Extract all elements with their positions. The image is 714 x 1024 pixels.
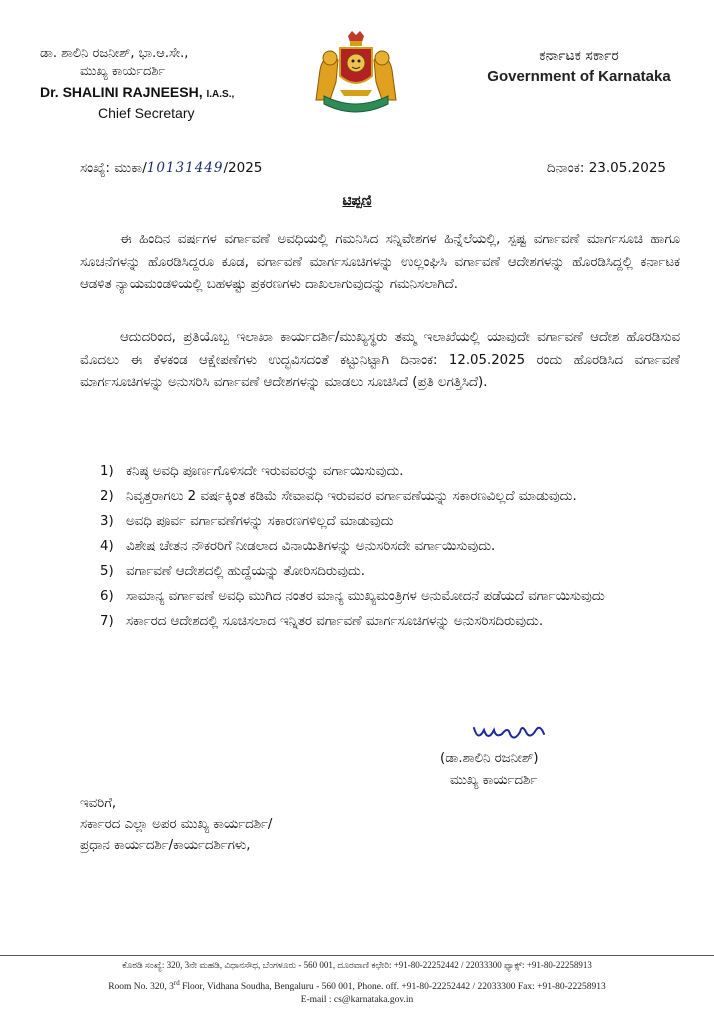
sender-title-kannada: ಮುಖ್ಯ ಕಾರ್ಯದರ್ಶಿ bbox=[80, 64, 166, 79]
recipients-line: ಪ್ರಧಾನ ಕಾರ್ಯದರ್ಶಿ/ಕಾರ್ಯದರ್ಶಿಗಳು, bbox=[80, 838, 251, 853]
signature-scrawl-icon bbox=[470, 720, 550, 750]
list-item-text: ವರ್ಗಾವಣೆ ಆದೇಶದಲ್ಲಿ ಹುದ್ದೆಯನ್ನು ತೋರಿಸದಿರುವುದು. bbox=[126, 564, 366, 579]
list-item-number: 2) bbox=[100, 489, 114, 504]
memo-heading-text: ಟಿಪ್ಪಣಿ bbox=[342, 193, 372, 209]
document-date: ದಿನಾಂಕ: 23.05.2025 bbox=[546, 160, 666, 176]
recipients-salutation: ಇವರಿಗೆ, bbox=[80, 796, 117, 811]
reference-label: ಸಂಖ್ಯೆ: ಮುಕಾ/ bbox=[80, 160, 147, 176]
footer-address-english bbox=[0, 979, 714, 992]
signatory-name: (ಡಾ.ಶಾಲಿನಿ ರಜನೀಶ್) bbox=[440, 751, 539, 766]
list-item-text: ಕನಿಷ್ಠ ಅವಧಿ ಪೂರ್ಣಗೊಳಿಸದೇ ಇರುವವರನ್ನು ವರ್ಗಾಯಿಸುವುದು. bbox=[126, 464, 404, 479]
list-item bbox=[100, 561, 680, 583]
list-item-number: 6) bbox=[100, 589, 114, 604]
list-item-number: 3) bbox=[100, 514, 114, 529]
sender-name-kannada: ಡಾ. ಶಾಲಿನಿ ರಜನೀಶ್, ಭಾ.ಆ.ಸೇ., bbox=[40, 46, 189, 61]
karnataka-emblem-icon bbox=[310, 30, 402, 116]
list-item-number: 4) bbox=[100, 539, 114, 554]
objections-list bbox=[100, 461, 680, 636]
sender-name: Dr. SHALINI RAJNEESH, bbox=[40, 84, 203, 100]
list-item-text: ಅವಧಿ ಪೂರ್ವ ವರ್ಗಾವಣೆಗಳನ್ನು ಸಕಾರಣಗಳಿಲ್ಲದೆ ಮಾಡುವುದು bbox=[126, 514, 394, 529]
list-item bbox=[100, 511, 680, 533]
list-item bbox=[100, 461, 680, 483]
recipients-block bbox=[80, 793, 272, 856]
footer-divider bbox=[0, 955, 714, 956]
reference-handwritten-number: 10131449 bbox=[146, 160, 224, 176]
list-item-text: ಸಾಮಾನ್ಯ ವರ್ಗಾವಣೆ ಅವಧಿ ಮುಗಿದ ನಂತರ ಮಾನ್ಯ ಮುಖ್ಯಮಂತ್ರಿಗಳ ಅನುಮೋದನೆ ಪಡೆಯದೆ ವರ್ಗಾಯಿಸುವುದು bbox=[126, 589, 605, 604]
paragraph-1: ಈ ಹಿಂದಿನ ವರ್ಷಗಳ ವರ್ಗಾವಣೆ ಅವಧಿಯಲ್ಲಿ ಗಮನಿಸಿದ ಸನ್ನಿವೇಶಗಳ ಹಿನ್ನೆಲೆಯಲ್ಲಿ, ಸ್ಪಷ್ಟ ವರ್ಗಾವಣೆ ಮಾರ್ಗಸೂಚಿ ಹಾಗೂ ಸೂಚನೆಗಳನ್ನು ಹೊರಡಿಸಿದ್ದರೂ ಕೂಡ, ವರ್ಗಾವಣೆ ಮಾರ್ಗಸೂಚಿಗಳನ್ನು ಉಲ್ಲಂಘಿಸಿ ವರ್ಗಾವಣೆ ಆದೇಶಗಳನ್ನು ಹೊರಡಿಸಿದ್ದಲ್ಲಿ ಕರ್ನಾಟಕ ಆಡಳಿತ ನ್ಯಾಯಮಂಡಳಿಯಲ್ಲಿ ಬಹಳಷ್ಟು ಪ್ರಕರಣಗಳು ದಾಖಲಾಗುವುದನ್ನು ಗಮನಿಸಲಾಗಿದೆ. bbox=[80, 232, 680, 292]
list-item bbox=[100, 611, 680, 633]
government-name-kannada: ಕರ್ನಾಟಕ ಸರ್ಕಾರ bbox=[539, 48, 619, 64]
memo-heading bbox=[0, 193, 714, 209]
list-item bbox=[100, 536, 680, 558]
list-item-text: ವಿಶೇಷ ಚೇತನ ನೌಕರರಿಗೆ ನೀಡಲಾದ ವಿನಾಯಿತಿಗಳನ್ನು ಅನುಸರಿಸದೇ ವರ್ಗಾಯಿಸುವುದು. bbox=[126, 539, 496, 554]
sender-name-english bbox=[40, 83, 300, 104]
list-item-number: 1) bbox=[100, 464, 114, 479]
list-item-text: ನಿವೃತ್ತರಾಗಲು 2 ವರ್ಷಕ್ಕಿಂತ ಕಡಿಮೆ ಸೇವಾವಧಿ ಇರುವವರ ವರ್ಗಾವಣೆಯನ್ನು ಸಕಾರಣವಿಲ್ಲದೆ ಮಾಡುವುದು. bbox=[126, 489, 577, 504]
recipients-line: ಸರ್ಕಾರದ ಎಲ್ಲಾ ಅಪರ ಮುಖ್ಯ ಕಾರ್ಯದರ್ಶಿ/ bbox=[80, 817, 273, 832]
list-item bbox=[100, 586, 680, 608]
sender-name-suffix: I.A.S., bbox=[206, 89, 235, 100]
reference-number bbox=[80, 160, 262, 176]
list-item-text: ಸರ್ಕಾರದ ಆದೇಶದಲ್ಲಿ ಸೂಚಿಸಲಾದ ಇನ್ನಿತರ ವರ್ಗಾವಣೆ ಮಾರ್ಗಸೂಚಿಗಳನ್ನು ಅನುಸರಿಸದಿರುವುದು. bbox=[126, 614, 544, 629]
footer-address-part: Room No. 320, 3 bbox=[108, 982, 174, 993]
government-block bbox=[474, 45, 684, 87]
sender-block bbox=[40, 45, 300, 122]
footer-address-kannada: ಕೊಠಡಿ ಸಂಖ್ಯೆ: 320, 3ನೇ ಮಹಡಿ, ವಿಧಾನಸೌಧ, ಬೆಂಗಳೂರು - 560 001, ದೂರವಾಣಿ ಕಛೇರಿ: +91-80-22252442 / 22033300 ಫ್ಯಾಕ್ಸ್: +91-80-22258913 bbox=[122, 960, 592, 970]
footer-email: E-mail : cs@karnataka.gov.in bbox=[300, 995, 414, 1005]
government-name-english: Government of Karnataka bbox=[487, 68, 671, 85]
paragraph-2: ಆದುದರಿಂದ, ಪ್ರತಿಯೊಬ್ಬ ಇಲಾಖಾ ಕಾರ್ಯದರ್ಶಿ/ಮುಖ್ಯಸ್ಥರು ತಮ್ಮ ಇಲಾಖೆಯಲ್ಲಿ ಯಾವುದೇ ವರ್ಗಾವಣೆ ಆದೇಶ ಹೊರಡಿಸುವ ಮೊದಲು ಈ ಕೆಳಕಂಡ ಆಕ್ಷೇಪಣೆಗಳು ಉದ್ಭವಿಸದಂತೆ ಕಟ್ಟುನಿಟ್ಟಾಗಿ ದಿನಾಂಕ: 12.05.2025 ರಂದು ಹೊರಡಿಸಿದ ವರ್ಗಾವಣೆ ಮಾರ್ಗಸೂಚಿಗಳನ್ನು ಅನುಸರಿಸಿ ವರ್ಗಾವಣೆ ಆದೇಶಗಳನ್ನು ಮಾಡಲು ಸೂಚಿಸಿದೆ (ಪ್ರತಿ ಲಗತ್ತಿಸಿದೆ). bbox=[80, 330, 680, 390]
reference-year: /2025 bbox=[223, 160, 263, 176]
signatory-title: ಮುಖ್ಯ ಕಾರ್ಯದರ್ಶಿ bbox=[450, 773, 538, 788]
footer-address-part: Floor, Vidhana Soudha, Bengaluru - 560 001, Phone. off. +91-80-22252442 / 22033300 Fax: +91-80-22258913 bbox=[179, 982, 606, 993]
list-item-number: 5) bbox=[100, 564, 114, 579]
footer-address-sup: rd bbox=[173, 979, 180, 987]
list-item-number: 7) bbox=[100, 614, 114, 629]
sender-title-english: Chief Secretary bbox=[98, 105, 195, 121]
list-item bbox=[100, 486, 680, 508]
